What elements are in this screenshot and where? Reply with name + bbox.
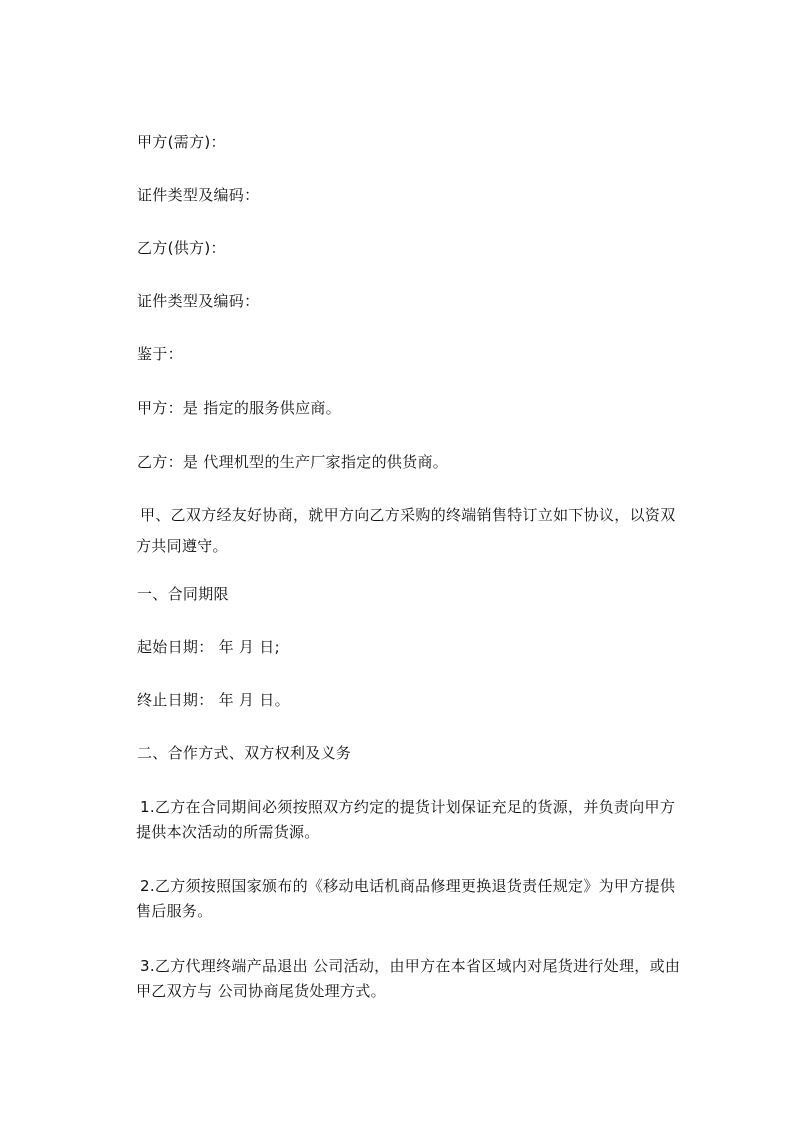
item-2-paragraph [137,876,707,921]
start-date-line: 起始日期： 年 月 日; [137,638,280,656]
preamble-line-2: 方共同遵守。 [136,537,228,555]
item-3-line-1: 3.乙方代理终端产品退出 公司活动，由甲方在本省区域内对尾货进行处理，或由 [140,957,681,975]
whereas-heading: 鉴于： [137,345,183,363]
item-1-line-2: 提供本次活动的所需货源。 [136,823,320,841]
section-1-title: 一、合同期限 [137,585,229,603]
item-3-line-2: 甲乙双方与 公司协商尾货处理方式。 [136,982,386,1000]
party-a-label: 甲方(需方)： [137,133,226,151]
preamble-paragraph [137,505,707,556]
section-2-title: 二、合作方式、双方权利及义务 [137,744,352,762]
preamble-line-1: 甲、乙双方经友好协商，就甲方向乙方采购的终端销售特订立如下协议，以资双 [140,506,676,524]
party-b-label: 乙方(供方)： [137,239,226,257]
whereas-party-b: 乙方：是 代理机型的生产厂家指定的供货商。 [137,453,449,471]
item-2-line-1: 2.乙方须按照国家颁布的《移动电话机商品修理更换退货责任规定》为甲方提供 [140,877,676,895]
item-3-paragraph [137,956,707,1001]
party-b-id-label: 证件类型及编码： [137,292,260,310]
party-a-id-label: 证件类型及编码： [137,186,260,204]
item-2-line-2: 售后服务。 [136,902,213,920]
whereas-party-a: 甲方：是 指定的服务供应商。 [137,399,341,417]
item-1-paragraph [137,797,707,842]
end-date-line: 终止日期： 年 月 日。 [137,691,290,709]
item-1-line-1: 1.乙方在合同期间必须按照双方约定的提货计划保证充足的货源，并负责向甲方 [140,798,676,816]
